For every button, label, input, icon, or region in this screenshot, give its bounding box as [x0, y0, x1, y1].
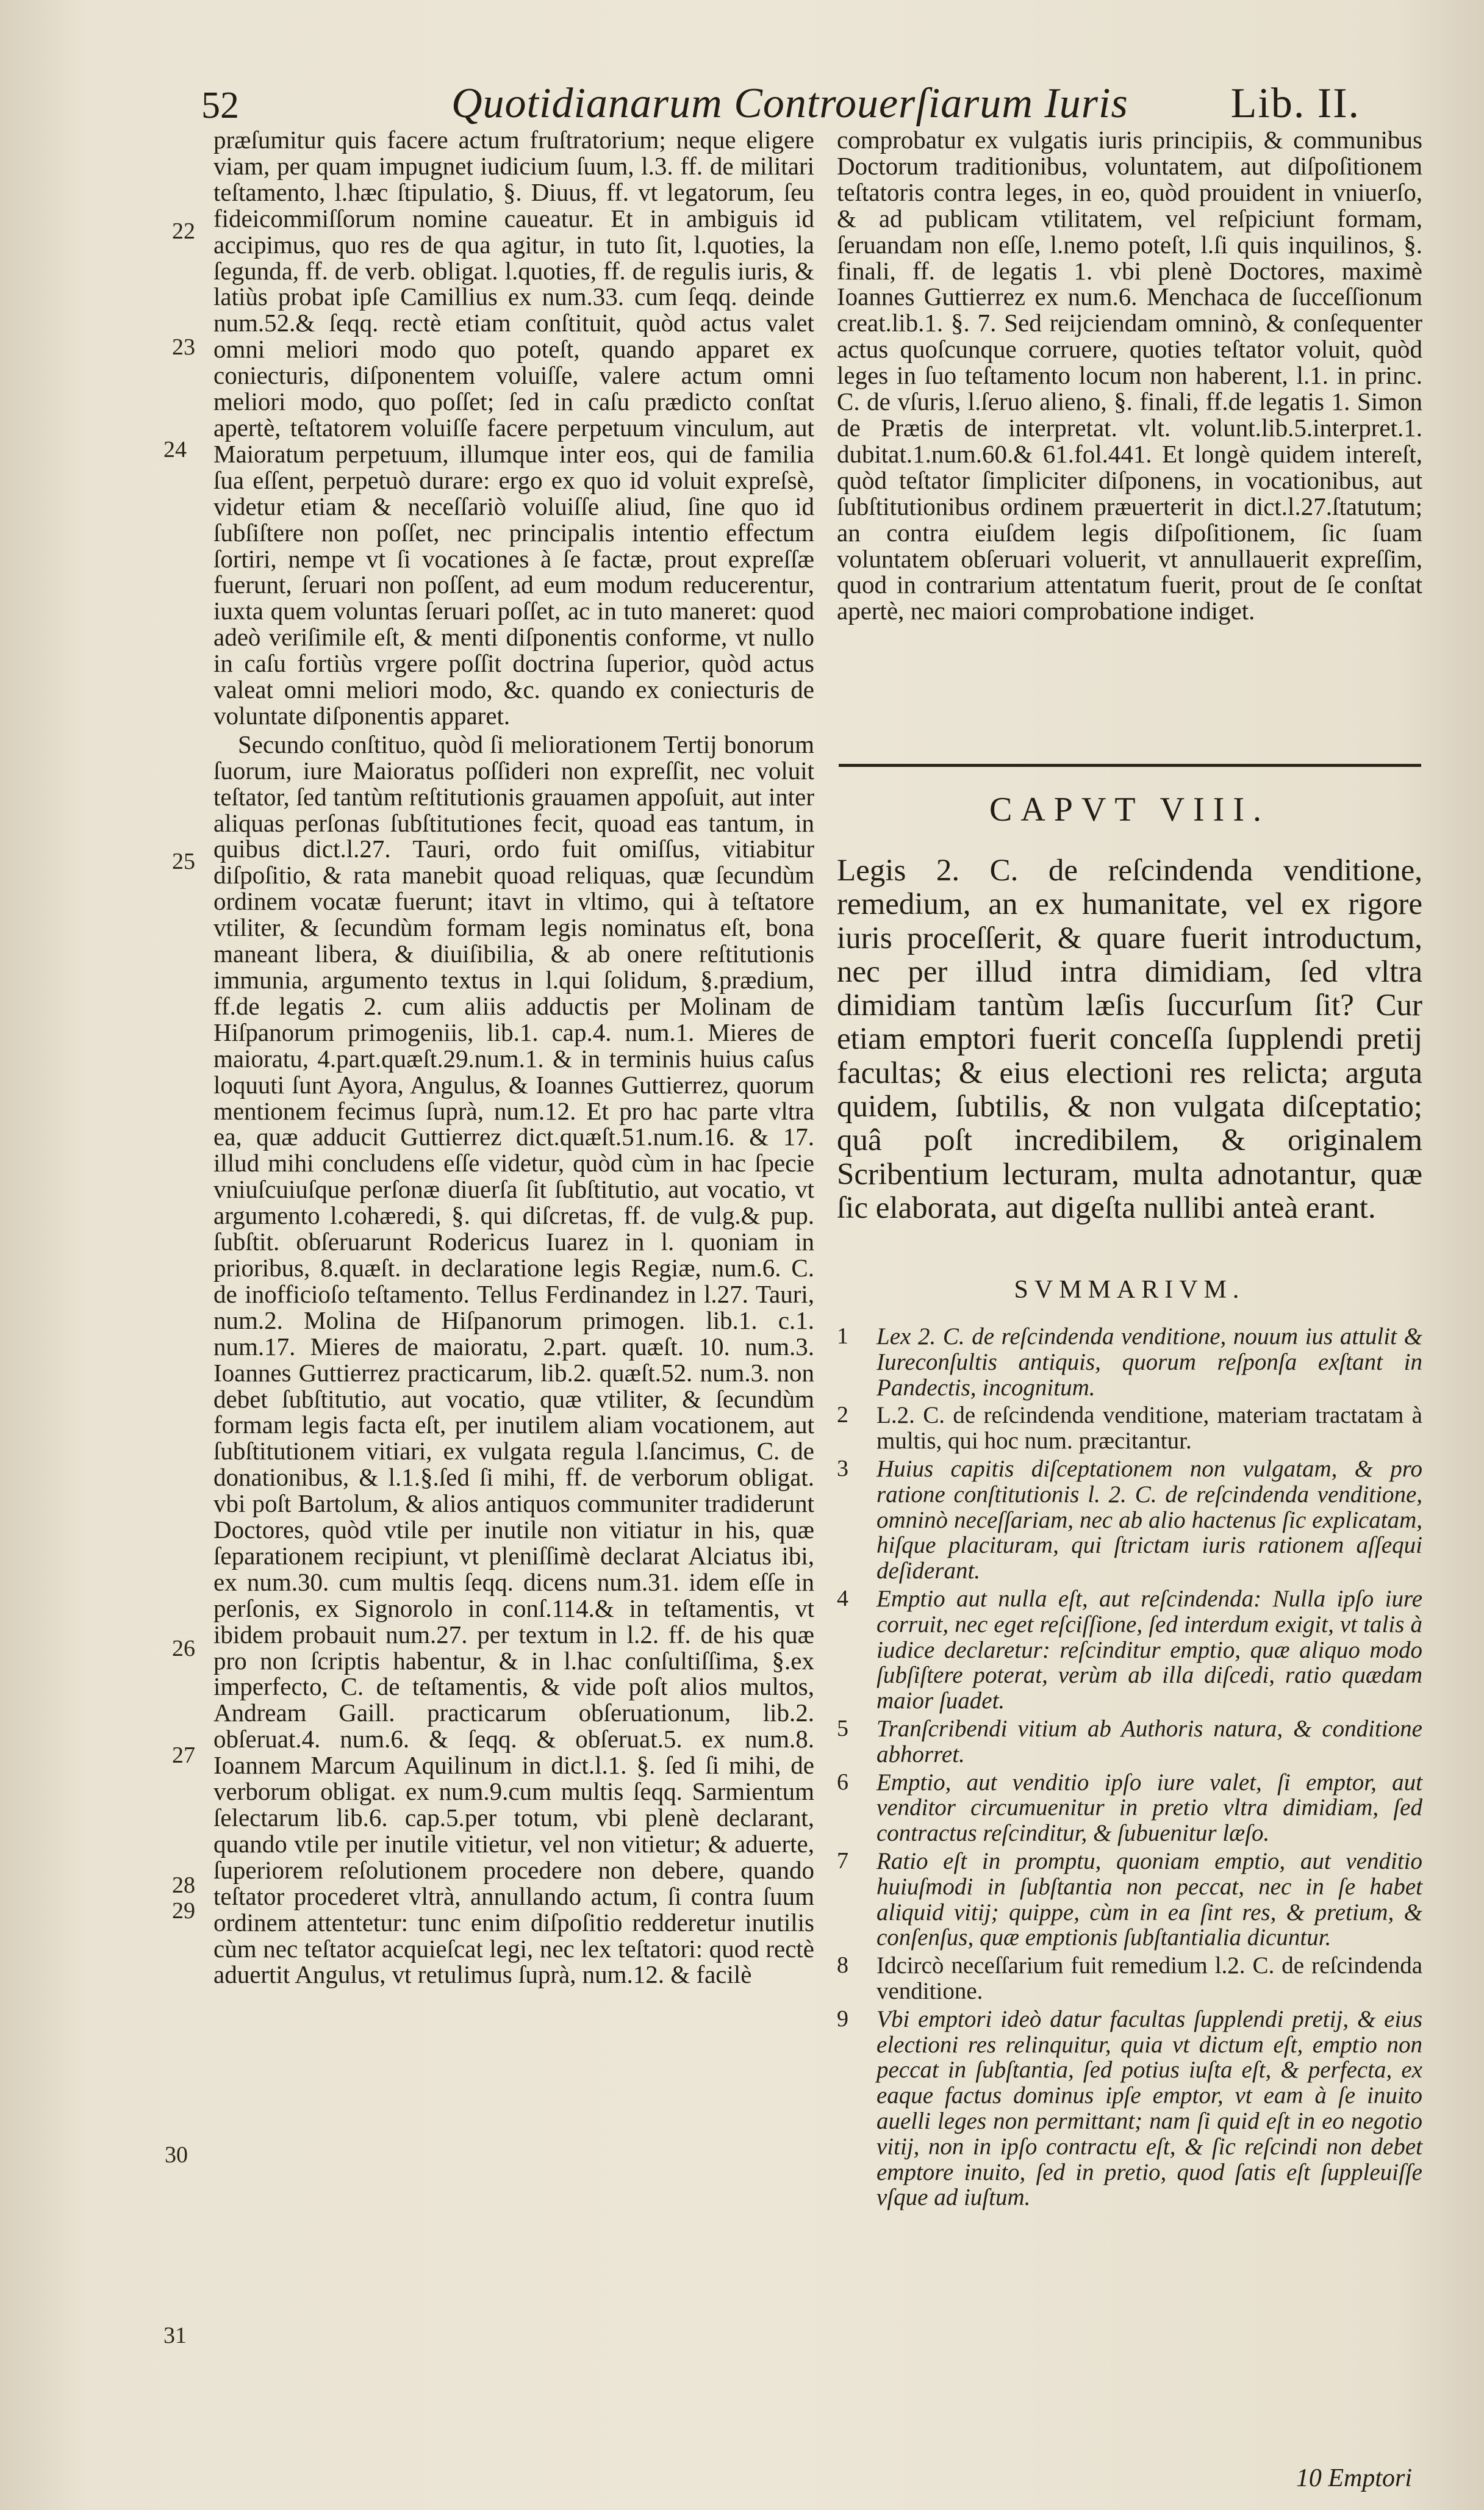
summary-item-number: 9 [837, 2005, 848, 2032]
margin-number: 23 [172, 334, 195, 360]
book-label: Lib. II. [1230, 80, 1360, 127]
summary-item [837, 1586, 1422, 1714]
page-number: 52 [201, 85, 239, 126]
summary-item [837, 1770, 1422, 1846]
argument-text: Legis 2. C. de reſcindenda venditione, remedium, an ex humanitate, vel ex rigore iuris proceſſerit, & quare fuerit introductum, nec per illud intra dimidiam, ſed vltra dimidiam tantùm læſis ſuccurſum ſit? Cur etiam emptori fuerit conceſſa ſupplendi pretij facultas; & eius electioni res relicta; arguta quidem, ſubtilis, & non vulgata diſceptatio; quâ poſt incredibilem, & originalem Scribentium lecturam, multa adnotantur, quæ ſic elaborata, aut digeſta nullibi anteà erant. [837, 854, 1422, 1225]
margin-number: 26 [172, 1636, 195, 1661]
summary-item-number: 8 [837, 1952, 848, 1979]
summary-item-number: 3 [837, 1455, 848, 1481]
summary-item-number: 1 [837, 1323, 848, 1349]
right-column-text [837, 127, 1422, 737]
summary-list [837, 1324, 1422, 2213]
summary-item-text: Huius capitis diſceptationem non vulgatam, & pro ratione conſtitutionis l. 2. C. de reſcindenda venditione, omninò neceſſariam, nec ab alio hactenus ſic explicatam, hiſque placituram, qui ſtrictam iuris rationem aſſequi deſiderant. [876, 1455, 1422, 1584]
summary-item [837, 1953, 1422, 2004]
summary-item-text: Emptio aut nulla eſt, aut reſcindenda: Nulla ipſo iure corruit, nec eget reſciſſione, ſed interdum exigit, vt talis à iudice declaretur: reſcinditur emptio, quæ aliquo modo ſubſiſtere poterat, verùm ab illa diſcedi, ratio quædam maior ſuadet. [876, 1585, 1422, 1714]
paragraph: comprobatur ex vulgatis iuris principiis, & communibus Doctorum traditionibus, voluntatem, aut diſpoſitionem teſtatoris contra leges, in eo, quòd prouident in vniuerſo, & ad publicam vtilitatem, vel reſpiciunt formam, ſeruandam non eſſe, l.nemo poteſt, l.ſi quis inquilinos, §. finali, ff. de legatis 1. vbi plenè Doctores, maximè Ioannes Guttierrez ex num.6. Menchaca de ſucceſſionum creat.lib.1. §. 7. Sed reijciendam omninò, & conſequenter actus quoſcunque corruere, quoties teſtator voluit, quòd leges in ſuo teſtamento locum non haberent, l.1. in princ. C. de vſuris, l.ſeruo alieno, §. finali, ff.de legatis 1. Simon de Prætis de interpretat. vlt. volunt.lib.5.interpret.1. dubitat.1.num.60.& 61.fol.441. Et longè quidem intereſt, quòd teſtator ſimpliciter diſponens, in vocationibus, aut ſubſtitutionibus ordinem præuerterit in dict.l.27.ſtatutum; an contra eiuſdem legis diſpoſitionem, ſic ſuam voluntatem obſeruari voluerit, vt annullauerit expreſſim, quod in contrarium attentatum fuerit, prout de ſe conſtat apertè, nec maiori comprobatione indiget. [837, 126, 1422, 625]
catchword: 10 Emptori [1296, 2464, 1412, 2492]
margin-number: 31 [163, 2323, 187, 2348]
summary-item [837, 2007, 1422, 2210]
chapter-title: CAPVT VIII. [989, 791, 1270, 829]
chapter-argument [837, 854, 1422, 1225]
paragraph: Secundo conſtituo, quòd ſi meliorationem Tertij bonorum ſuorum, iure Maioratus poſſideri non expreſſit, nec voluit teſtator, ſed tantùm reſtitutionis grauamen appoſuit, aut inter aliquas perſonas ſubſtitutiones fecit, quoad eas tantum, in quibus dict.l.27. Tauri, ordo fuit omiſſus, vitiabitur diſpoſitio, & rata manebit quoad reliquas, quæ ſecundùm ordinem vocatæ fuerunt; itavt in vltimo, qui à teſtatore vtiliter, & ſecundùm formam legis nominatus eſt, bona maneant libera, & diuiſibilia, & ab onere reſtitutionis immunia, argumento textus in l.qui ſolidum, §.prædium, ff.de legatis 2. cum aliis adductis per Molinam de Hiſpanorum primogeniis, lib.1. cap.4. num.1. Mieres de maioratu, 4.part.quæſt.29.num.1. & in terminis huius caſus loquuti ſunt Ayora, Angulus, & Ioannes Guttierrez, quorum mentionem fecimus ſuprà, num.12. Et pro hac parte vltra ea, quæ adducit Guttierrez dict.quæſt.51.num.16. & 17. illud mihi concludens eſſe videtur, quòd cùm in hac ſpecie vniuſcuiuſque perſonæ diuerſa ſit ſubſtitutio, aut vocatio, vt argumento l.cohæredi, §. qui diſcretas, ff. de vulg.& pup. ſubſtit. obſeruarunt Rodericus Iuarez in l. quoniam in prioribus, 8.quæſt. in declaratione legis Regiæ, num.6. C. de inofficioſo teſtamento. Tellus Ferdinandez in l.27. Tauri, num.2. Molina de Hiſpanorum primogen. lib.1. c.1. num.17. Mieres de maioratu, 2.part. quæſt. 10. num.3. Ioannes Guttierrez practicarum, lib.2. quæſt.52. num.3. non debet ſubſtitutio, aut vocatio, quæ vtiliter, & ſecundùm formam legis facta eſt, per inutilem aliam vocationem, aut ſubſtitutionem vitiari, ex vulgata regula l.ſancimus, C. de donationibus, & l.1.§.ſed ſi mihi, ff. de verborum obligat. vbi poſt Bartolum, & alios antiquos communiter tradiderunt Doctores, quòd vtile per inutile non vitiatur in his, quæ ſeparationem recipiunt, vt pleniſſimè declarat Alciatus ibi, ex num.30. cum multis ſeqq. dicens num.31. idem eſſe in perſonis, ex Signorolo in conſ.114.& in teſtamentis, vt ibidem probauit num.27. per textum in l.2. ff. de his quæ pro non ſcriptis habentur, & in l.hac conſultiſſima, §.ex imperfecto, C. de teſtamentis, & vide poſt alios multos, Andream Gaill. practicarum obſeruationum, lib.2. obſeruat.4. num.6. & ſeqq. & obſeruat.5. ex num.8. Ioannem Marcum Aquilinum in dict.l.1. §. ſed ſi mihi, de verborum obligat. ex num.9.cum multis ſeqq. Sarmientum ſelectarum lib.6. cap.5.per totum, vbi plenè declarant, quando vtile per inutile vitietur, vel non vitietur; & aduerte, ſuperiorem reſolutionem procedere non debere, quando teſtator procederet vltrà, annullando actum, ſi contra ſuum ordinem attentetur: tunc enim diſpoſitio redderetur inutilis cùm nec teſtator acquieſcat legi, nec lex teſtatori: quod rectè aduertit Angulus, vt retulimus ſuprà, num.12. & facilè [213, 730, 814, 1989]
summary-heading: SVMMARIVM. [1014, 1276, 1246, 1304]
paragraph: præſumitur quis facere actum fruſtratorium; neque eligere viam, per quam impugnet iudicium ſuum, l.3. ff. de militari teſtamento, l.hæc ſtipulatio, §. Diuus, ff. vt legatorum, ſeu fideicommiſſorum nomine caueatur. Et in ambiguis id accipimus, quo res de qua agitur, in tuto ſit, l.quoties, la ſegunda, ff. de verb. obligat. l.quoties, ff. de regulis iuris, & latiùs probat ipſe Camillius ex num.33. cum ſeqq. deinde num.52.& ſeqq. rectè etiam conſtituit, quòd actus valet omni meliori modo quo poteſt, quando apparet ex coniecturis, diſponentem voluiſſe, valere actum omni meliori modo, quo poſſet; ſed in caſu prædicto conſtat apertè, teſtatorem voluiſſe facere perpetuum vinculum, aut Maioratum perpetuum, illumque inter eos, qui de familia ſua eſſent, perpetuò durare: ergo ex quo id voluit expreſsè, videtur etiam & neceſſariò voluiſſe aliud, ſine quo id ſubſiſtere non poſſet, nec principalis intentio effectum ſortiri, nempe vt ſi vocationes à ſe factæ, prout expreſſæ fuerunt, ſeruari non poſſent, ad eum modum reducerentur, iuxta quem voluntas ſeruari poſſet, ac in tuto maneret: quod adeò veriſimile eſt, & menti diſponentis conforme, vt nullo in caſu fortiùs vrgere poſſit doctrina ſuperior, quòd actus valeat omni meliori modo, &c. quando ex coniecturis de voluntate diſponentis apparet. [213, 126, 814, 730]
summary-item-text: L.2. C. de reſcindenda venditione, materiam tractatam à multis, qui hoc num. præcitantur. [876, 1402, 1422, 1455]
section-divider [839, 764, 1421, 767]
summary-item-text: Vbi emptori ideò datur facultas ſupplendi pretij, & eius electioni res relinquitur, quia vt dictum eſt, emptio non peccat in ſubſtantia, ſed potius iuſta eſt, & perfecta, ex eaque factus dominus ipſe emptor, vt eam à ſe inuito auelli leges non permittant; nam ſi quid eſt in eo negotio vitij, non in ipſo contractu eſt, & ſic reſcindi non debet emptore inuito, ſed in pretio, quod ſatis eſt ſuppleuiſſe vſque ad iuſtum. [876, 2005, 1422, 2211]
summary-item-number: 7 [837, 1847, 848, 1874]
summary-item-number: 2 [837, 1402, 848, 1428]
margin-number: 22 [172, 218, 195, 244]
summary-item [837, 1324, 1422, 1400]
left-column [213, 127, 814, 2439]
summary-item-text: Ratio eſt in promptu, quoniam emptio, aut venditio huiuſmodi in ſubſtantia non peccat, nec in ſe habet aliquid vitij; quippe, cùm in ea ſint res, & pretium, & conſenſus, quæ emptionis ſubſtantialia dicuntur. [876, 1847, 1422, 1951]
summary-item-number: 4 [837, 1585, 848, 1611]
summary-item-text: Lex 2. C. de reſcindenda venditione, nouum ius attulit & Iureconſultis antiquis, quorum reſponſa exſtant in Pandectis, incognitum. [876, 1323, 1422, 1401]
summary-item [837, 1849, 1422, 1951]
summary-item [837, 1716, 1422, 1767]
margin-number: 25 [172, 849, 195, 874]
margin-number: 27 [172, 1742, 195, 1768]
summary-item-number: 6 [837, 1769, 848, 1795]
summary-item-text: Tranſcribendi vitium ab Authoris natura, & conditione abhorret. [876, 1715, 1422, 1767]
summary-item [837, 1403, 1422, 1454]
summary-item-text: Idcircò neceſſarium fuit remedium l.2. C. de reſcindenda venditione. [876, 1952, 1422, 2004]
running-title: Quotidianarum Controuerſiarum Iuris [451, 80, 1128, 127]
margin-number: 28 [172, 1872, 195, 1898]
margin-number: 30 [165, 2142, 188, 2168]
margin-number: 29 [172, 1898, 195, 1924]
summary-item-text: Emptio, aut venditio ipſo iure valet, ſi emptor, aut venditor circumuenitur in pretio vltra dimidiam, ſed contractus reſcinditur, & ſubuenitur læſo. [876, 1769, 1422, 1847]
summary-item [837, 1456, 1422, 1584]
margin-number: 24 [163, 437, 187, 462]
summary-item-number: 5 [837, 1715, 848, 1741]
